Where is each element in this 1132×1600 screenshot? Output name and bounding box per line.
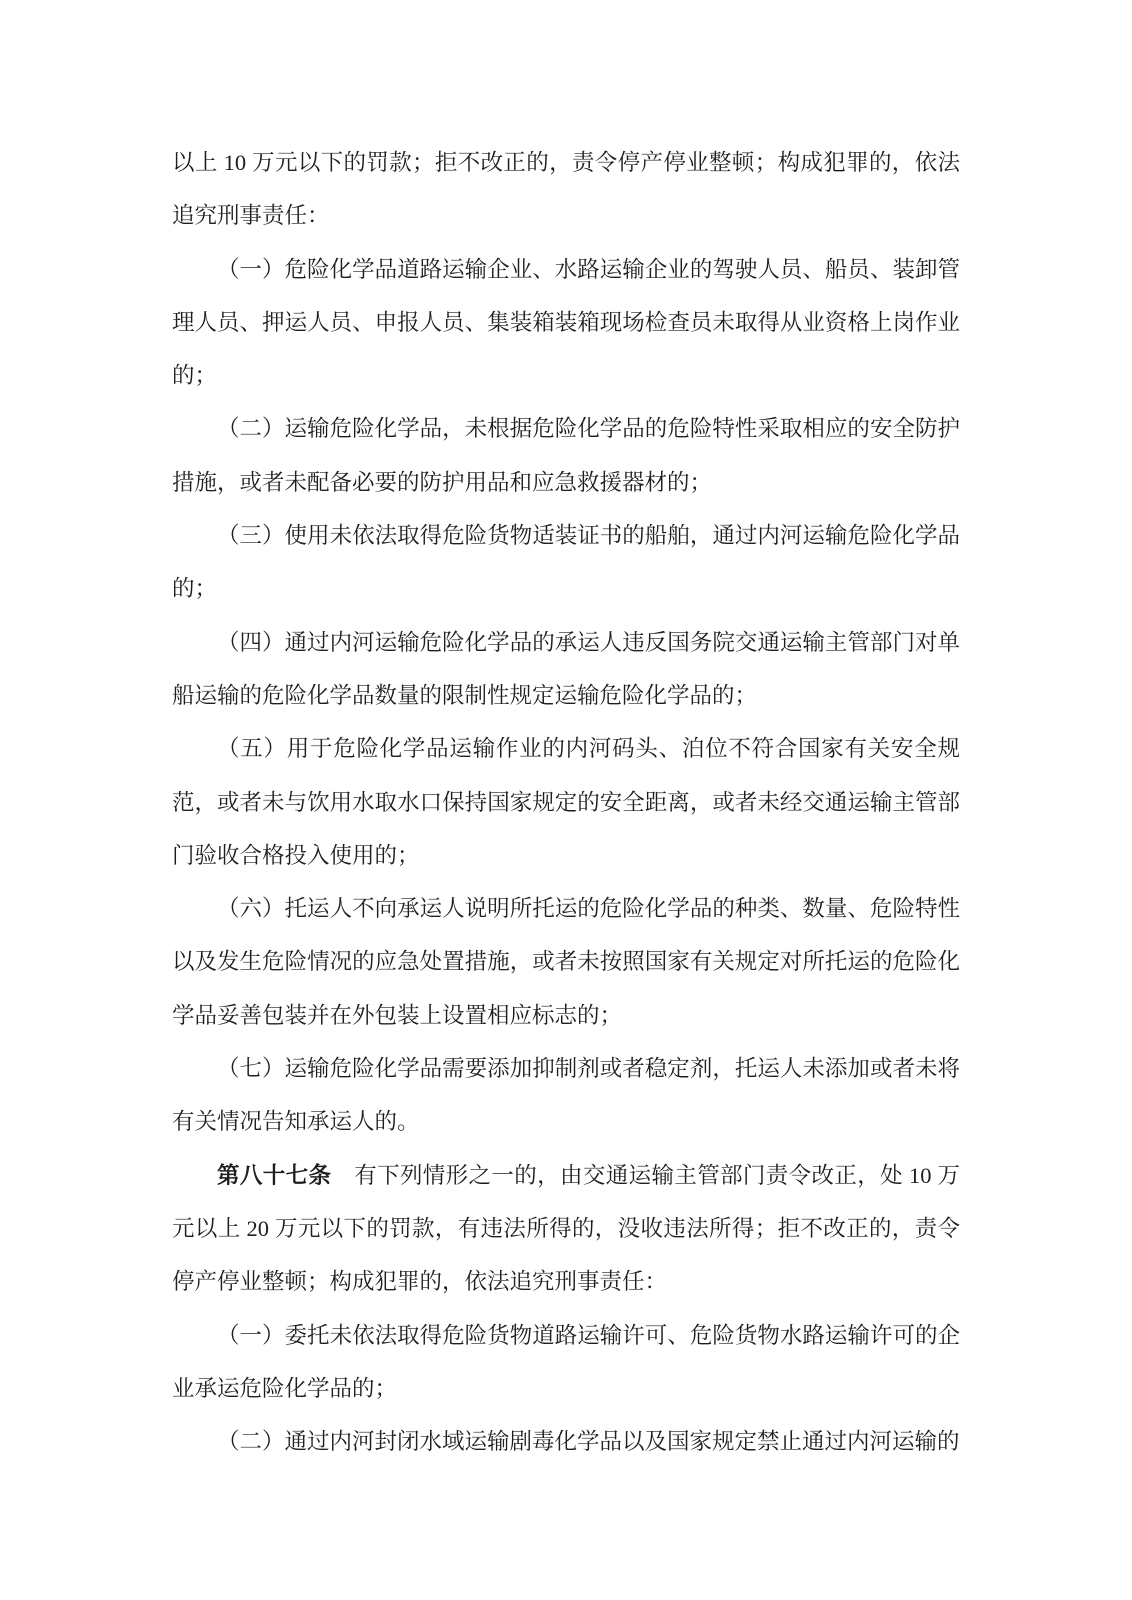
paragraph	[172, 136, 960, 243]
paragraph	[172, 616, 960, 723]
paragraph-text: （二）运输危险化学品，未根据危险化学品的危险特性采取相应的安全防护措施，或者未配备必要的防护用品和应急救援器材的；	[172, 416, 960, 495]
paragraph-text: （四）通过内河运输危险化学品的承运人违反国务院交通运输主管部门对单船运输的危险化学品数量的限制性规定运输危险化学品的；	[172, 629, 960, 708]
article-number: 第八十七条	[217, 1162, 332, 1188]
paragraph-text: 有下列情形之一的，由交通运输主管部门责令改正，处 10 万元以上 20 万元以下的罚款，有违法所得的，没收违法所得；拒不改正的，责令停产停业整顿；构成犯罪的，依法追究刑事责任：	[172, 1162, 960, 1295]
paragraph	[172, 882, 960, 1042]
paragraph	[172, 1042, 960, 1149]
paragraph	[172, 722, 960, 882]
paragraph-text: （一）委托未依法取得危险货物道路运输许可、危险货物水路运输许可的企业承运危险化学品的；	[172, 1322, 960, 1401]
paragraph-text: （五）用于危险化学品运输作业的内河码头、泊位不符合国家有关安全规范，或者未与饮用水取水口保持国家规定的安全距离，或者未经交通运输主管部门验收合格投入使用的；	[172, 736, 960, 868]
paragraph	[172, 509, 960, 616]
paragraph-text: （一）危险化学品道路运输企业、水路运输企业的驾驶人员、船员、装卸管理人员、押运人员、申报人员、集装箱装箱现场检查员未取得从业资格上岗作业的；	[172, 256, 960, 389]
paragraph-text: （三）使用未依法取得危险货物适装证书的船舶，通过内河运输危险化学品的；	[172, 523, 960, 602]
text-column	[172, 136, 960, 1468]
paragraph-text: 以上 10 万元以下的罚款；拒不改正的，责令停产停业整顿；构成犯罪的，依法追究刑事责任：	[172, 150, 960, 229]
paragraph	[172, 402, 960, 509]
paragraph-text: （六）托运人不向承运人说明所托运的危险化学品的种类、数量、危险特性以及发生危险情况的应急处置措施，或者未按照国家有关规定对所托运的危险化学品妥善包装并在外包装上设置相应标志的；	[172, 896, 960, 1028]
paragraph-text: （二）通过内河封闭水域运输剧毒化学品以及国家规定禁止通过内河运输的	[217, 1429, 960, 1455]
paragraph	[172, 243, 960, 403]
paragraph	[172, 1415, 960, 1468]
paragraph-text: （七）运输危险化学品需要添加抑制剂或者稳定剂，托运人未添加或者未将有关情况告知承运人的。	[172, 1056, 960, 1135]
paragraph	[172, 1149, 960, 1309]
paragraph	[172, 1309, 960, 1416]
